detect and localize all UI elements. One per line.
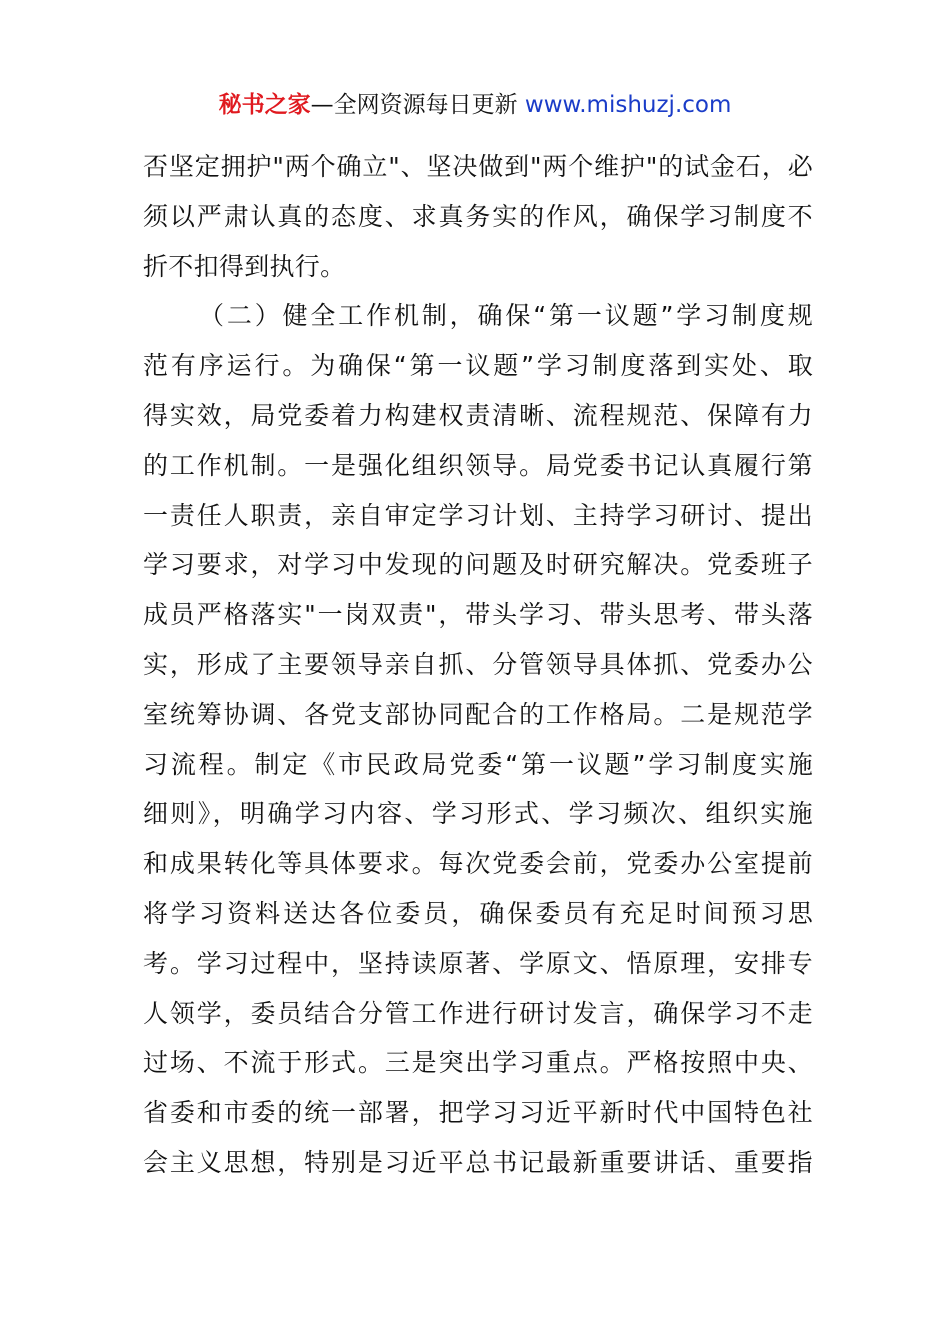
text-line: 细则》，明确学习内容、学习形式、学习频次、组织实施 <box>143 799 813 829</box>
text-line: 一责任人职责，亲自审定学习计划、主持学习研讨、提出 <box>143 500 813 530</box>
text-line: 实，形成了主要领导亲自抓、分管领导具体抓、党委办公 <box>143 649 813 679</box>
text-line: 习流程。制定《市民政局党委“第一议题”学习制度实施 <box>143 749 813 779</box>
text-line: 的工作机制。一是强化组织领导。局党委书记认真履行第 <box>143 450 813 480</box>
text-line: 和成果转化等具体要求。每次党委会前，党委办公室提前 <box>143 849 813 879</box>
text-line: 范有序运行。为确保“第一议题”学习制度落到实处、取 <box>143 351 813 381</box>
site-tagline: —全网资源每日更新 <box>310 92 525 118</box>
site-header <box>0 88 950 122</box>
text-line: 折不扣得到执行。 <box>143 251 346 281</box>
site-url[interactable]: www.mishuzj.com <box>524 92 732 118</box>
text-line: 人领学，委员结合分管工作进行研讨发言，确保学习不走 <box>143 998 813 1028</box>
text-line: 将学习资料送达各位委员，确保委员有充足时间预习思 <box>143 898 813 928</box>
text-line: 成员严格落实"一岗双责"，带头学习、带头思考、带头落 <box>143 600 813 630</box>
text-line: 会主义思想，特别是习近平总书记最新重要讲话、重要指 <box>143 1147 813 1177</box>
site-brand: 秘书之家 <box>218 92 311 118</box>
text-line: 得实效，局党委着力构建权责清晰、流程规范、保障有力 <box>143 400 813 430</box>
text-line: 室统筹协调、各党支部协同配合的工作格局。二是规范学 <box>143 699 813 729</box>
text-line: 否坚定拥护"两个确立"、坚决做到"两个维护"的试金石，必 <box>143 152 813 181</box>
text-line: 须以严肃认真的态度、求真务实的作风，确保学习制度不 <box>143 201 813 231</box>
document-body <box>143 148 813 1194</box>
text-line: 过场、不流于形式。三是突出学习重点。严格按照中央、 <box>143 1048 813 1078</box>
paragraph-first-line: （二）健全工作机制，确保“第一议题”学习制度规 <box>199 301 813 331</box>
text-line: 省委和市委的统一部署，把学习习近平新时代中国特色社 <box>143 1098 813 1128</box>
text-line: 学习要求，对学习中发现的问题及时研究解决。党委班子 <box>143 550 813 580</box>
text-line: 考。学习过程中，坚持读原著、学原文、悟原理，安排专 <box>143 948 813 978</box>
